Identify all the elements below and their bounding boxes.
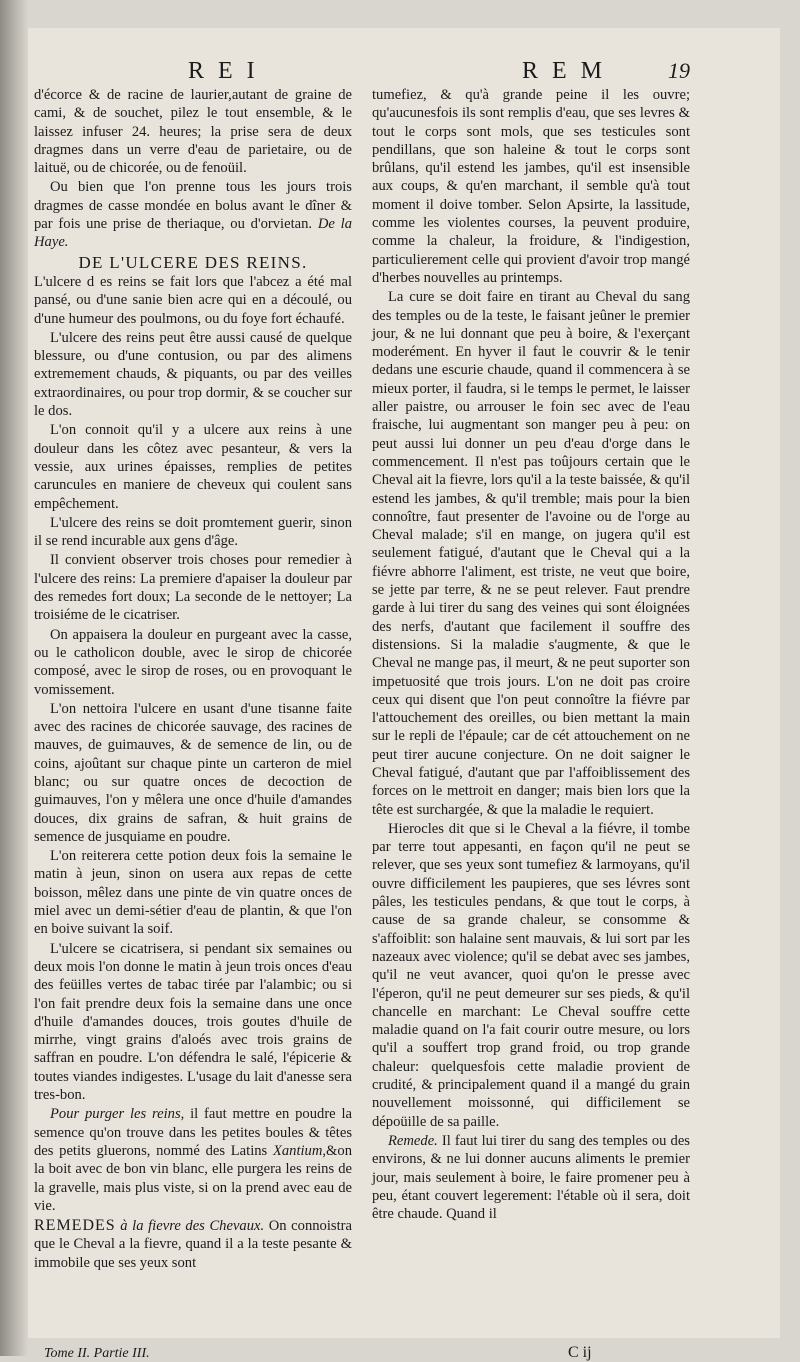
remedes-heading: REMEDES xyxy=(34,1217,116,1235)
right-paragraph-1: tumefiez, & qu'à grande peine il les ouvre; qu'aucunesfois ils sont remplis d'eau, que ses levres & tout le corps sont mols, que ses testicules sont pendillans, que son haleine & tout le corps sont brûlans, qu'il estend les jambes, qu'il est insensible aux coups, & qu'en marchant, il semble qu'à tout moment il doive tomber. Selon Apsirte, la lassitude, comme les violentes courses, la peuvent produire, comme la chaleur, la froidure, & l'indigestion, particulierement celle qui provient d'avoir trop mangé d'herbes nouvelles au printemps. xyxy=(372,87,690,286)
left-paragraph-2-source: De la Haye. xyxy=(34,216,352,251)
left-paragraph-6: L'ulcere des reins se doit promtement guerir, sinon il se rend incurable aux gens d'âge. xyxy=(34,514,352,550)
purger-reins-lead: Pour purger les reins xyxy=(50,1106,181,1123)
right-paragraph-3: Hierocles dit que si le Cheval a la fiévre, il tombe par terre tout appesanti, en façon qu'il ne peut se relever, que ses yeux sont tumefiez & larmoyans, qu'il ouvre difficilement les paupieres, que ses lévres sont pâles, les testicules pendans, & que tout le corps, à cause de sa grande chaleur, se consomme & s'affoiblit: son halaine sent mauvais, & lui sort par les nazeaux avec violence; qu'il se debat avec ses jambes, qu'il ne veut avancer, quoi qu'on le presse avec l'éperon, qu'il ne peut demeurer sur ses pieds, & qu'il chancelle en marchant: Le Cheval souffre cette maladie quand on l'a fait courir outre mesure, ou lors qu'il a souffert trop grand froid, ou trop grande chaleur: quelquesfois cette maladie provient de crudité, & principalement quand il a mangé du grain nouvellement moissonné, qui difficilement se dépoüille de sa paille. xyxy=(372,820,690,1130)
left-paragraph-4: L'ulcere des reins peut être aussi causé de quelque blessure, ou d'une contusion, ou par des alimens extremement chauds, & piquants, ou par des veilles extraordinaires, ou pour trop dormir, & se coucher sur le dos. xyxy=(34,329,352,420)
running-head-right: REM xyxy=(522,58,617,84)
purger-reins-text-b: ,&on la boit avec de bon vin blanc, elle purgera les reins de la gravelle, mais plus viste, si on la prend avec eau de vie. xyxy=(34,1142,352,1214)
page-number: 19 xyxy=(668,58,690,83)
left-paragraph-12 xyxy=(34,1105,352,1215)
left-paragraph-10: L'on reiterera cette potion deux fois la semaine le matin à jeun, sinon on usera aux repas de cette boisson, mêlez dans une pinte de vin quatre onces de miel avec un demi-sétier d'eau de plantin, & que l'on en boive suivant la soif. xyxy=(34,848,352,938)
left-paragraph-3: L'ulcere d es reins se fait lors que l'abcez a été mal pansé, ou d'une sanie bien acre qui en a découlé, ou d'une humeur des poulmons, ou du foye fort échaufé. xyxy=(34,273,352,327)
running-head-left: REI xyxy=(188,58,269,84)
left-paragraph-7: Il convient observer trois choses pour remedier à l'ulcere des reins: La premiere d'apaiser la douleur par des remedes fort doux; La seconde de le nettoyer; La troisiéme de le cicatriser. xyxy=(34,552,352,624)
book-page xyxy=(28,28,780,1361)
right-column xyxy=(372,86,690,1224)
left-paragraph-11: L'ulcere se cicatrisera, si pendant six semaines ou deux mois l'on donne le matin à jeun trois onces d'eau des feüilles vertes de tabac tirée par l'alambic; ou si l'on fait prendre deux fois la semaine dans une once d'huile d'amandes douces, trois goutes d'huile de mirrhe, vingt grains d'aloés avec trois grains de saffran en poudre. L'on défendra le salé, l'épicerie & toutes viandes indigestes. L'usage du lait d'anesse sera tres-bon. xyxy=(34,940,352,1104)
page-left-binding-shadow xyxy=(0,0,28,1356)
left-paragraph-5: L'on connoit qu'il y a ulcere aux reins à une douleur dans les côtez avec pesanteur, & vers la vessie, aux urines épaisses, remplies de petites caruncules en maniere de cheveux qui coulent sans empêchement. xyxy=(34,422,352,512)
section-heading-ulcere-des-reins: DE L'ULCERE DES REINS. xyxy=(78,252,308,272)
left-paragraph-8: On appaisera la douleur en purgeant avec la casse, ou le catholicon double, avec le sirop de chicorée composé, avec le sirop de roses, ou en provoquant le vomissement. xyxy=(34,626,352,698)
volume-footer: Tome II. Partie III. xyxy=(44,1346,150,1361)
signature-mark: C ij xyxy=(568,1344,592,1361)
left-paragraph-2-text: Ou bien que l'on prenne tous les jours trois dragmes de casse mondée en bolus avant le dîner & par fois une prise de theriaque, ou d'orvietan. xyxy=(34,179,352,233)
right-paragraph-4 xyxy=(372,1132,690,1223)
remedes-text: On connoistra que le Cheval a la fievre, quand il a la teste pesante & immobile que ses yeux sont xyxy=(34,1218,352,1271)
left-paragraph-9: L'on nettoira l'ulcere en usant d'une tisanne faite avec des racines de chicorée sauvage, des racines de mauves, de guimauves, & de semence de lin, ou de coins, ajoûtant sur chaque pinte un carteron de miel blanc; ou sur quatre onces de decoction de guimauves, l'on y mêlera une once d'huile d'amandes douces, dix grains de safran, & huit grains de semence de jusquiame en poudre. xyxy=(34,700,352,845)
left-column xyxy=(34,86,352,1272)
remede-lead: Remede. xyxy=(388,1132,438,1149)
remede-text: Il faut lui tirer du sang des temples ou des environs, & ne lui donner aucuns aliments le premier jour, mais seulement à boire, le faire promener peu à peu, étant couvert legerement: l'étable où il sera, doit être chaude. Quand il xyxy=(372,1132,690,1223)
remedes-subheading: à la fievre des Chevaux. xyxy=(120,1218,265,1235)
left-paragraph-2 xyxy=(34,178,352,251)
remedes-paragraph xyxy=(34,1217,352,1272)
right-paragraph-2: La cure se doit faire en tirant au Cheval du sang des temples ou de la teste, le faisant jeûner le premier jour, & ne lui donnant que peu à boire, & l'exerçant moderément. En hyver il faut le couvrir & le tenir dedans une escurie chaude, quand il commencera à se mieux porter, il faudra, si le temps le permet, le laisser aller paistre, ou arrouser le foin sec avec de l'eau fraische, lui augmentant son manger peu à peu: on peut aussi lui donner un peu d'eau d'orge dans le commencement. Il n'est pas toûjours certain que le Cheval ait la fievre, lors qu'il a la teste baissée, & qu'il estend les jambes, & qu'il tremble; mais pour la bien connoître, faut presenter de l'avoine ou de l'orge au Cheval malade; s'il en mange, on jugera qu'il est seulement fatigué, d'autant que le Cheval qui a la fiévre abhorre l'aliment, est triste, ne veut que boire, se jette par terre, & ne se peut relever. Faut prendre garde à lui tirer du sang des veines qui sont éloignées des nerfs, d'autant que facilement il souffre des distensions. Si la maladie s'augmente, & que le Cheval ne mange pas, il meurt, & ne peut suporter son impetuosité que trois jours. L'on ne doit pas croire ceux qui disent que l'on peut connoître la fiévre par l'attouchement des oreilles, ou bien mettant la main sur le repli de l'épaule; car de cét attouchement on ne peut tirer aucune conjecture. On ne doit saigner le Cheval fatigué, d'autant que par l'affoiblissement des forces on le mettroit en danger; mais bien lors que la tête est surchargée, & que la maladie le requiert. xyxy=(372,289,690,818)
purger-reins-latin: Xantium xyxy=(272,1142,323,1159)
left-paragraph-1: d'écorce & de racine de laurier,autant de graine de cami, & de souchet, pilez le tout ensemble, & le laissez infuser 24. heures; la prise sera de deux dragmes dans un verre d'eau de parietaire, ou de laituë, ou de chicorée, ou de fenoüil. xyxy=(34,87,352,177)
purger-reins-text-a: , il faut mettre en poudre la semence qu'on trouve dans les petites boules & têtes des petits gluerons, nommé des Latins xyxy=(34,1106,352,1159)
